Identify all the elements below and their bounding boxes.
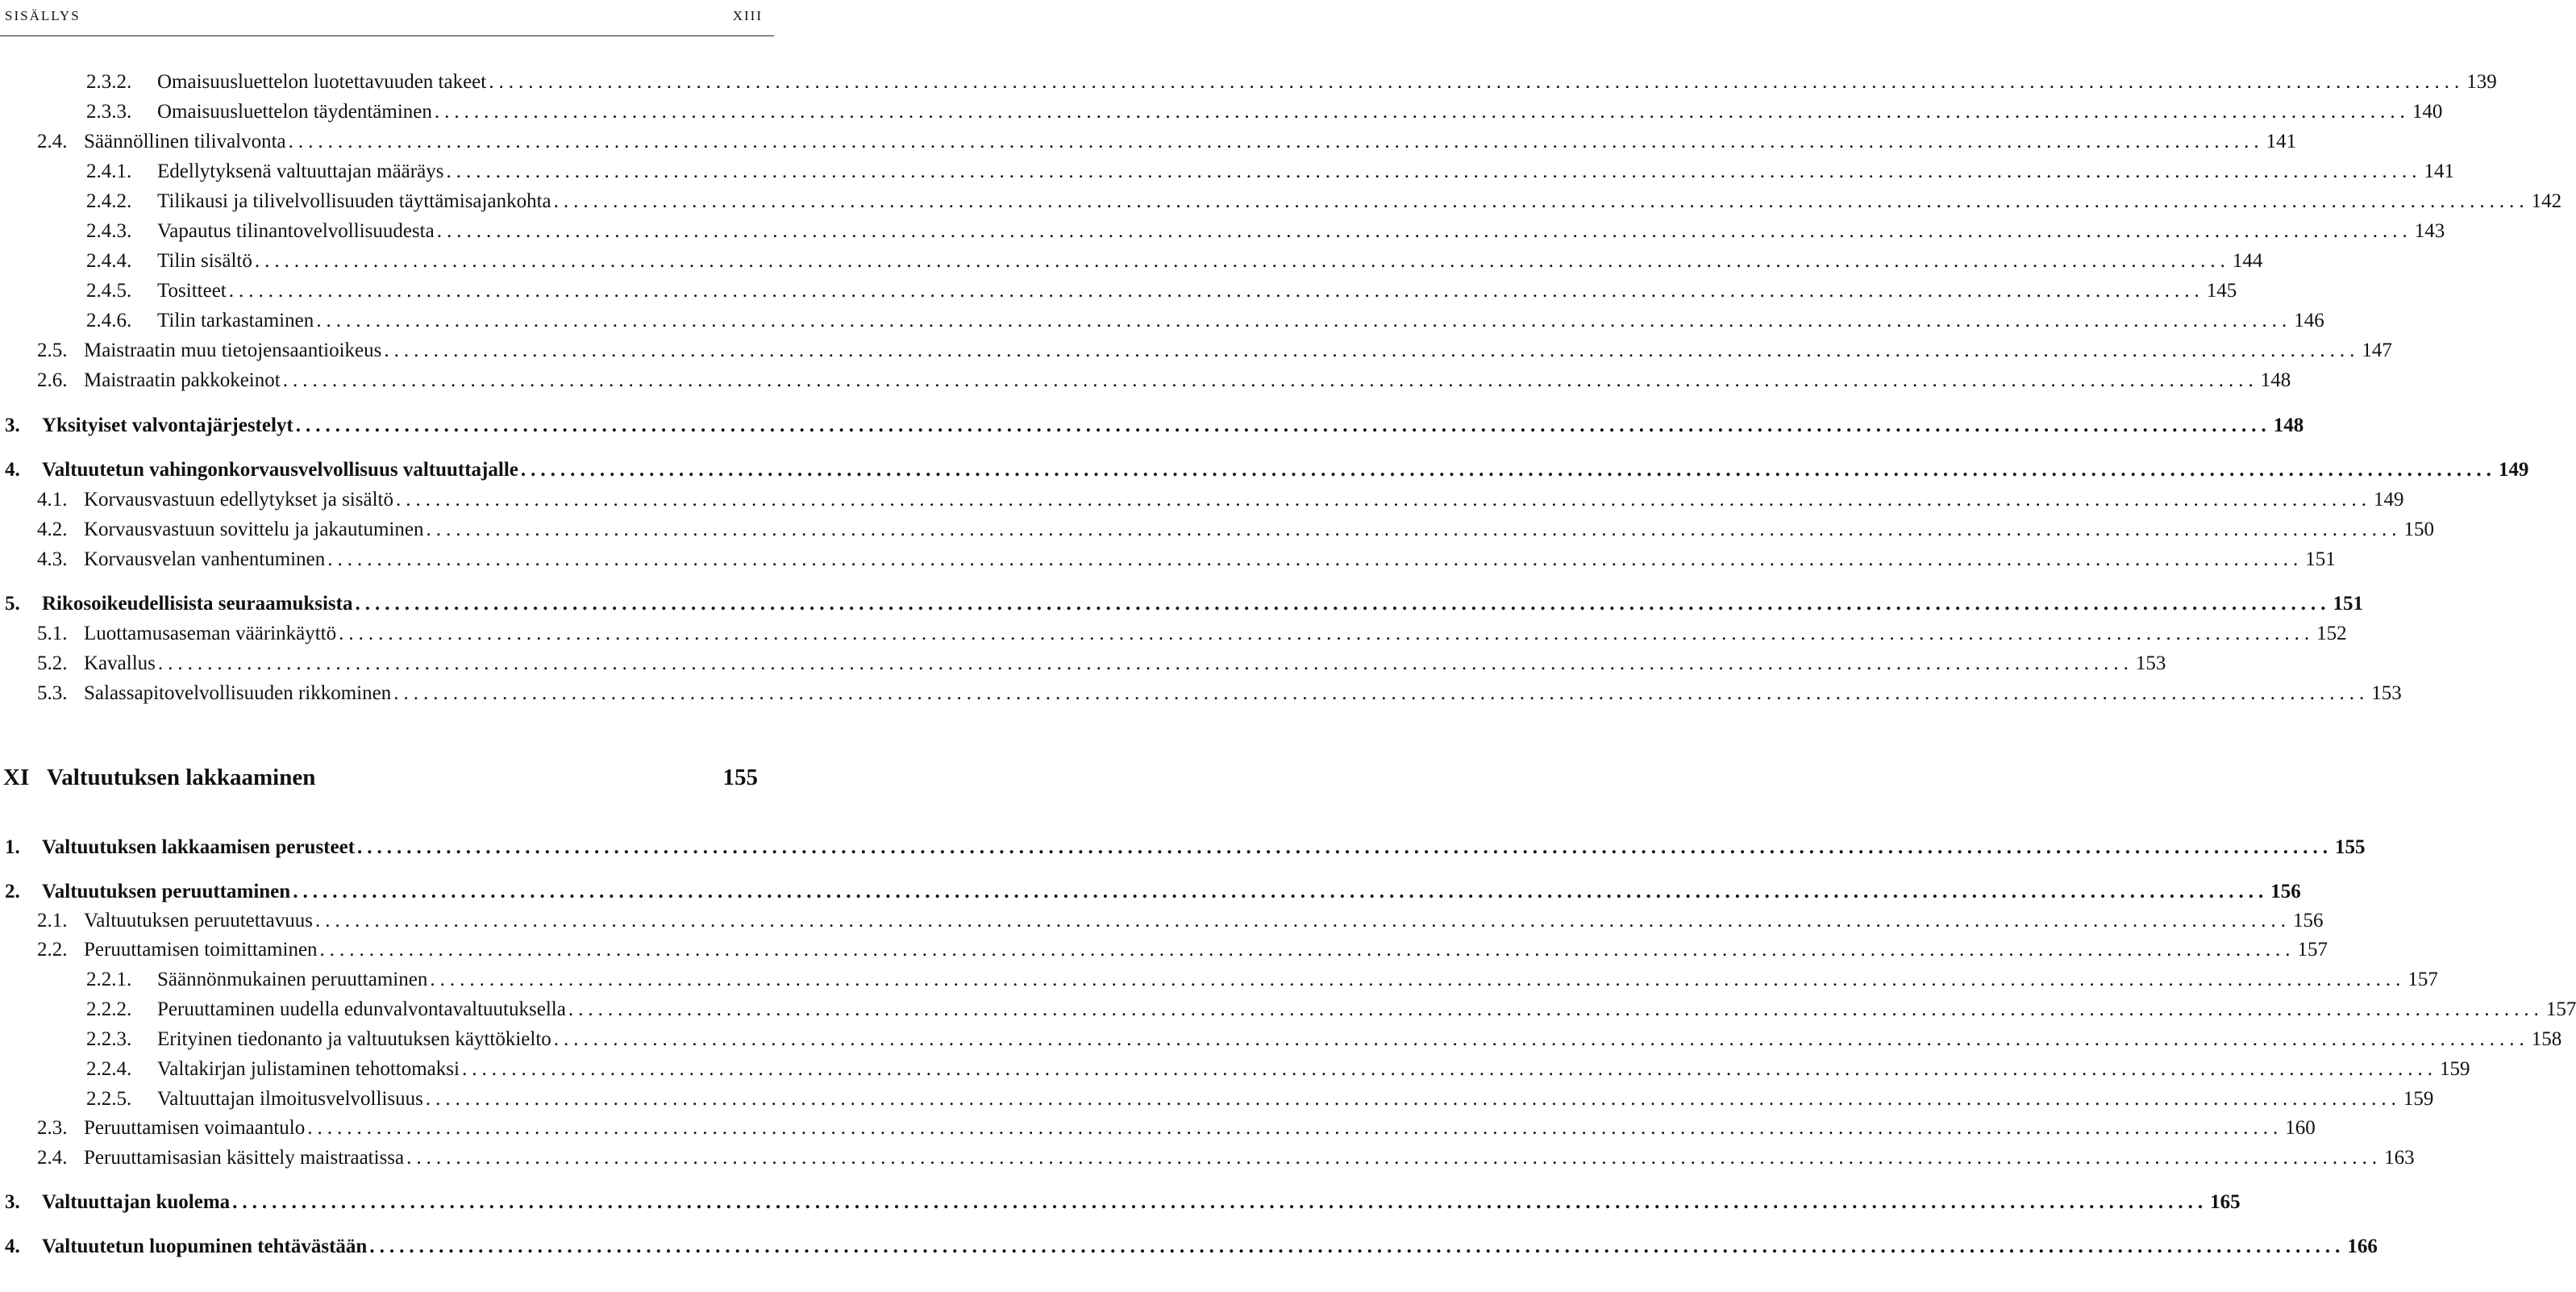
toc-entry-page: 146	[2294, 310, 2324, 331]
toc-entry-title: Säännöllinen tilivalvonta	[84, 131, 286, 152]
toc-entry-number: 2.4.	[37, 131, 68, 152]
toc-entry-page: 148	[2273, 415, 2304, 436]
toc-entry-title: Tilikausi ja tilivelvollisuuden täyttämisajankohta	[157, 190, 551, 212]
toc-entry-number: 2.2.1.	[86, 969, 132, 990]
toc-entry-number: 2.2.4.	[86, 1058, 132, 1080]
toc-entry[interactable]	[0, 456, 2529, 485]
dot-leader: ........................................................................................................................................................................................................	[568, 998, 2544, 1020]
dot-leader: ........................................................................................................................................................................................................	[395, 489, 2371, 511]
toc-entry-number: 2.2.	[37, 939, 68, 961]
toc-entry-page: 166	[2347, 1236, 2378, 1257]
toc-entry[interactable]	[0, 995, 2576, 1024]
toc-entry-number: 4.1.	[37, 489, 68, 511]
dot-leader: ........................................................................................................................................................................................................	[434, 101, 2410, 123]
toc-entry[interactable]	[0, 486, 2404, 515]
dot-leader: ........................................................................................................................................................................................................	[316, 310, 2292, 331]
toc-entry-number: 2.3.	[37, 1117, 68, 1139]
toc-entry-page: 157	[2545, 998, 2576, 1020]
toc-entry-page: 141	[2424, 160, 2454, 182]
dot-leader: ........................................................................................................................................................................................................	[384, 340, 2360, 361]
toc-entry-number: 2.4.4.	[86, 250, 132, 272]
toc-entry[interactable]	[0, 68, 2497, 97]
toc-entry-number: 2.4.3.	[86, 220, 132, 242]
toc-entry-page: 141	[2266, 131, 2297, 152]
toc-entry[interactable]	[0, 877, 2301, 906]
toc-entry-page: 156	[2270, 881, 2301, 902]
toc-entry[interactable]	[0, 411, 2304, 440]
toc-entry-title: Peruuttamisen voimaantulo	[84, 1117, 306, 1139]
toc-entry-title: Maistraatin pakkokeinot	[84, 369, 281, 391]
toc-entry-number: 5.1.	[37, 623, 68, 644]
toc-entry[interactable]	[0, 936, 2328, 965]
toc-entry-page: 143	[2414, 220, 2445, 242]
dot-leader: ........................................................................................................................................................................................................	[355, 593, 2331, 615]
toc-entry-title: Säännönmukainen peruuttaminen	[157, 969, 428, 990]
dot-leader: ........................................................................................................................................................................................................	[157, 652, 2133, 674]
toc-entry-page: 157	[2297, 939, 2328, 961]
toc-entry-title: Korvausvastuun edellytykset ja sisältö	[84, 489, 393, 511]
toc-entry-page: 145	[2206, 280, 2237, 302]
toc-entry[interactable]	[0, 545, 2336, 574]
dot-leader: ........................................................................................................................................................................................................	[461, 1058, 2437, 1080]
toc-entry-title: Peruuttamisen toimittaminen	[84, 939, 318, 961]
running-head-page-number: XIII	[732, 8, 763, 23]
toc-entry-title: Valtuutuksen lakkaamisen perusteet	[42, 836, 356, 858]
toc-entry-page: 147	[2362, 340, 2392, 361]
toc-entry[interactable]	[0, 336, 2392, 365]
toc-entry-title: Tilin tarkastaminen	[157, 310, 314, 331]
toc-entry-page: 144	[2232, 250, 2263, 272]
toc-entry-number: 2.4.	[37, 1147, 68, 1169]
toc-entry-title: Edellytyksenä valtuuttajan määräys	[157, 160, 444, 182]
chapter-title: Valtuutuksen lakkaaminen	[47, 765, 316, 790]
toc-entry[interactable]	[0, 515, 2434, 544]
toc-entry-page: 159	[2403, 1088, 2434, 1110]
running-head-title: SISÄLLYS	[5, 8, 81, 23]
toc-entry[interactable]	[0, 679, 2402, 708]
toc-entry-title: Tilin sisältö	[157, 250, 252, 272]
dot-leader: ........................................................................................................................................................................................................	[430, 969, 2406, 990]
toc-entry-page: 149	[2498, 459, 2529, 481]
toc-entry[interactable]	[0, 157, 2454, 186]
toc-entry-number: 4.3.	[37, 548, 68, 570]
toc-entry[interactable]	[0, 1025, 2562, 1054]
dot-leader: ........................................................................................................................................................................................................	[553, 190, 2529, 212]
dot-leader: ........................................................................................................................................................................................................	[436, 220, 2412, 242]
toc-entry-number: 2.3.2.	[86, 71, 132, 93]
toc-entry-title: Omaisuusluettelon täydentäminen	[157, 101, 432, 123]
toc-entry-title: Salassapitovelvollisuuden rikkominen	[84, 682, 392, 704]
toc-entry-number: 2.5.	[37, 340, 68, 361]
toc-entry-page: 152	[2316, 623, 2347, 644]
dot-leader: ........................................................................................................................................................................................................	[307, 1117, 2283, 1139]
toc-entry-title: Valtuuttajan kuolema	[42, 1191, 231, 1213]
dot-leader: ........................................................................................................................................................................................................	[520, 459, 2496, 481]
toc-entry-title: Korvausvastuun sovittelu ja jakautuminen	[84, 519, 424, 540]
toc-entry-number: 1.	[5, 836, 20, 858]
toc-entry-number: 5.2.	[37, 652, 68, 674]
dot-leader: ........................................................................................................................................................................................................	[327, 548, 2303, 570]
toc-entry[interactable]	[0, 649, 2166, 678]
toc-entry[interactable]	[0, 277, 2237, 306]
toc-entry[interactable]	[0, 127, 2297, 156]
dot-leader: ........................................................................................................................................................................................................	[314, 910, 2291, 931]
toc-entry-page: 156	[2292, 910, 2324, 931]
toc-entry[interactable]	[0, 217, 2445, 246]
toc-entry-page: 142	[2531, 190, 2562, 212]
toc-entry-page: 140	[2412, 101, 2443, 123]
dot-leader: ........................................................................................................................................................................................................	[293, 881, 2269, 902]
toc-entry-title: Rikosoikeudellisista seuraamuksista	[42, 593, 353, 615]
toc-entry-number: 2.3.3.	[86, 101, 132, 123]
toc-entry-number: 4.2.	[37, 519, 68, 540]
chapter-heading[interactable]	[0, 765, 758, 800]
toc-entry[interactable]	[0, 306, 2324, 336]
toc-entry-title: Vapautus tilinantovelvollisuudesta	[157, 220, 435, 242]
toc-entry-title: Valtakirjan julistaminen tehottomaksi	[157, 1058, 460, 1080]
toc-entry[interactable]	[0, 1188, 2241, 1217]
toc-entry[interactable]	[0, 366, 2291, 395]
toc-entry-title: Maistraatin muu tietojensaantioikeus	[84, 340, 382, 361]
toc-entry-number: 5.3.	[37, 682, 68, 704]
toc-entry-title: Erityinen tiedonanto ja valtuutuksen käyttökielto	[157, 1028, 551, 1050]
dot-leader: ........................................................................................................................................................................................................	[254, 250, 2230, 272]
toc-entry-title: Tositteet	[157, 280, 227, 302]
toc-entry-page: 155	[2335, 836, 2366, 858]
toc-entry-page: 163	[2384, 1147, 2415, 1169]
toc-entry-page: 151	[2305, 548, 2336, 570]
toc-entry-number: 4.	[5, 1236, 20, 1257]
toc-entry-page: 148	[2260, 369, 2291, 391]
toc-entry-number: 3.	[5, 415, 20, 436]
toc-entry[interactable]	[0, 247, 2263, 276]
dot-leader: ........................................................................................................................................................................................................	[232, 1191, 2208, 1213]
toc-entry-page: 153	[2371, 682, 2402, 704]
toc-entry-number: 4.	[5, 459, 20, 481]
dot-leader: ........................................................................................................................................................................................................	[288, 131, 2264, 152]
toc-entry-number: 2.1.	[37, 910, 68, 931]
toc-entry-title: Peruuttamisasian käsittely maistraatissa	[84, 1147, 405, 1169]
toc-entry-title: Kavallus	[84, 652, 156, 674]
dot-leader: ........................................................................................................................................................................................................	[393, 682, 2370, 704]
toc-entry-title: Luottamusaseman väärinkäyttö	[84, 623, 337, 644]
dot-leader: ........................................................................................................................................................................................................	[319, 939, 2295, 961]
toc-entry[interactable]	[0, 187, 2562, 216]
toc-entry[interactable]	[0, 1085, 2434, 1114]
toc-entry[interactable]	[0, 98, 2443, 127]
toc-entry-page: 160	[2285, 1117, 2316, 1139]
toc-entry[interactable]	[0, 1232, 2378, 1261]
toc-entry-page: 151	[2333, 593, 2363, 615]
toc-entry[interactable]	[0, 619, 2347, 648]
dot-leader: ........................................................................................................................................................................................................	[282, 369, 2258, 391]
toc-entry-title: Valtuuttajan ilmoitusvelvollisuus	[157, 1088, 423, 1110]
toc-entry-number: 2.2.5.	[86, 1088, 132, 1110]
toc-entry-number: 3.	[5, 1191, 20, 1213]
toc-entry-page: 153	[2135, 652, 2166, 674]
toc-entry-page: 150	[2403, 519, 2434, 540]
toc-entry-title: Valtuutetun vahingonkorvausvelvollisuus valtuuttajalle	[42, 459, 518, 481]
dot-leader: ........................................................................................................................................................................................................	[228, 280, 2204, 302]
toc-entry[interactable]	[0, 833, 2366, 862]
toc-entry-number: 2.4.2.	[86, 190, 132, 212]
toc-entry-title: Korvausvelan vanhentuminen	[84, 548, 326, 570]
toc-entry-page: 158	[2531, 1028, 2562, 1050]
toc-entry-page: 159	[2439, 1058, 2470, 1080]
toc-entry[interactable]	[0, 590, 2363, 619]
toc-entry-number: 2.4.5.	[86, 280, 132, 302]
running-head	[0, 0, 774, 36]
toc-entry[interactable]	[0, 1144, 2415, 1173]
toc-entry-number: 2.4.6.	[86, 310, 132, 331]
toc-entry-page: 157	[2407, 969, 2438, 990]
dot-leader: ........................................................................................................................................................................................................	[357, 836, 2333, 858]
toc-entry-title: Valtuutuksen peruutettavuus	[84, 910, 313, 931]
dot-leader: ........................................................................................................................................................................................................	[295, 415, 2271, 436]
toc-entry-title: Valtuutuksen peruuttaminen	[42, 881, 291, 902]
dot-leader: ........................................................................................................................................................................................................	[553, 1028, 2529, 1050]
chapter-number: XI	[3, 765, 30, 790]
toc-entry[interactable]	[0, 906, 2324, 936]
dot-leader: ........................................................................................................................................................................................................	[339, 623, 2315, 644]
dot-leader: ........................................................................................................................................................................................................	[489, 71, 2465, 93]
dot-leader: ........................................................................................................................................................................................................	[406, 1147, 2382, 1169]
toc-entry-page: 165	[2210, 1191, 2241, 1213]
dot-leader: ........................................................................................................................................................................................................	[369, 1236, 2345, 1257]
toc-entry-number: 2.4.1.	[86, 160, 132, 182]
toc-entry[interactable]	[0, 1114, 2316, 1143]
dot-leader: ........................................................................................................................................................................................................	[426, 519, 2402, 540]
toc-entry-page: 139	[2466, 71, 2497, 93]
toc-entry-title: Omaisuusluettelon luotettavuuden takeet	[157, 71, 487, 93]
toc-entry[interactable]	[0, 1055, 2470, 1084]
toc-entry-number: 2.2.2.	[86, 998, 132, 1020]
toc-entry[interactable]	[0, 965, 2438, 994]
toc-entry-number: 2.6.	[37, 369, 68, 391]
dot-leader: ........................................................................................................................................................................................................	[425, 1088, 2401, 1110]
chapter-page: 155	[722, 765, 758, 790]
toc-entry-title: Valtuutetun luopuminen tehtävästään	[42, 1236, 368, 1257]
toc-entry-number: 2.	[5, 881, 20, 902]
toc-entry-number: 5.	[5, 593, 20, 615]
dot-leader: ........................................................................................................................................................................................................	[446, 160, 2422, 182]
toc-entry-page: 149	[2373, 489, 2404, 511]
toc-entry-title: Peruuttaminen uudella edunvalvontavaltuutuksella	[157, 998, 566, 1020]
toc-entry-title: Yksityiset valvontajärjestelyt	[42, 415, 293, 436]
toc-entry-number: 2.2.3.	[86, 1028, 132, 1050]
